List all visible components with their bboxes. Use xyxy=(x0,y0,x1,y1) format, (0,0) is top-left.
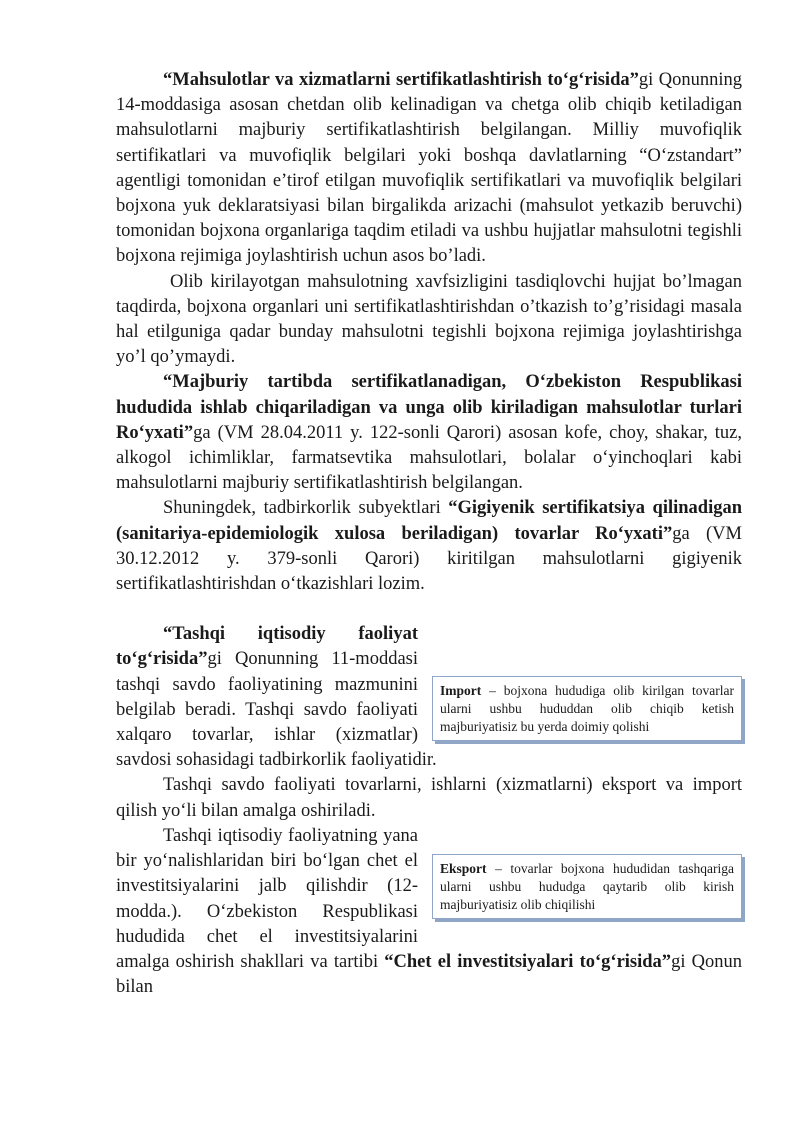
paragraph-text: gi Qonun bilan xyxy=(116,951,742,998)
paragraph-export-import xyxy=(116,773,742,823)
paragraph-text: Shuningdek, tadbirkorlik subyektlari xyxy=(163,498,449,519)
callout-import-definition: – bojxona hududiga olib kirilgan tovarlar ularni ushbu hududdan olib chiqib ketish majburiyatisiz bu yerda doimiy qolishi xyxy=(440,683,734,735)
paragraph-safety-document xyxy=(116,270,742,371)
paragraph-text: Tashqi iqtisodiy faoliyatning yana bir yo‘nalishlaridan biri bo‘lgan chet el investitsiyalarini jalb qilishdir (12-modda.). O‘zbekiston Respublikasi hududida chet el investitsiyalarini amalga oshirish shakllari va tartibi xyxy=(116,825,418,972)
paragraph-text: Tashqi savdo faoliyati tovarlarni, ishlarni (xizmatlarni) eksport va import qilish yo‘li bilan amalga oshiriladi. xyxy=(116,775,742,821)
list-title-hygienic: “Gigiyenik sertifikatsiya qilinadigan (sanitariya-epidemiologik xulosa beriladigan) tovarlar Ro‘yxati” xyxy=(116,498,742,544)
callout-export-term: Eksport xyxy=(440,860,487,876)
law-title-certification: “Mahsulotlar va xizmatlarni sertifikatlashtirish to‘g‘risida” xyxy=(163,70,639,90)
paragraph-hygienic-list xyxy=(116,496,742,597)
callout-export xyxy=(432,854,742,919)
paragraph-text: Olib kirilayotgan mahsulotning xavfsizligini tasdiqlovchi hujjat bo’lmagan taqdirda, bojxona organlari uni sertifikatlashtirishdan o’tkazish to’g’risidagi masala hal etilguniga qadar bunday mahsulotni tegishli bojxona rejimiga joylashtirishga yo’l qo’ymaydi. xyxy=(116,271,742,368)
callout-import xyxy=(432,676,742,741)
paragraph-certification-law xyxy=(116,68,742,270)
callout-export-definition: – tovarlar bojxona hududidan tashqariga ularni ushbu hududga qaytarib olib kirish majburiyatisiz olib chiqilishi xyxy=(440,860,734,912)
paragraph-text: ga (VM 30.12.2012 y. 379-sonli Qarori) kiritilgan mahsulotlarni gigiyenik sertifikatlashtirishdan o‘tkazishlari lozim. xyxy=(116,523,742,595)
investment-section xyxy=(116,824,742,1000)
law-title-foreign-investment: “Chet el investitsiyalari to‘g‘risida” xyxy=(384,951,672,972)
paragraph-text: ga (VM 28.04.2011 y. 122-sonli Qarori) asosan kofe, choy, shakar, tuz, alkogol ichimliklar, farmatsevtika mahsulotlari, bolalar o‘yinchoqlari kabi mahsulotlarni majburiy sertifikatlashtirish belgilangan. xyxy=(116,422,742,494)
paragraph-mandatory-list xyxy=(116,370,742,496)
paragraph-text: gi Qonunning 14-moddasiga asosan chetdan olib kelinadigan va chetga olib chiqib ketiladigan mahsulotlarni majburiy sertifikatlashtirish belgilangan. Milliy muvofiqlik sertifikatlari va muvofiqlik belgilari yoki boshqa davlatlarning “O‘zstandart” agentligi tomonidan e’tirof etilgan muvofiqlik sertifikatlari va muvofiqlik belgilari bojxona yuk deklaratsiyasi bilan birgalikda arizachi (mahsulot yetkazib beruvchi) tomonidan bojxona organlariga taqdim etiladi va ushbu hujjatlar mahsulotni tegishli bojxona rejimiga joylashtirish uchun asos bo’ladi. xyxy=(116,70,742,267)
foreign-trade-section xyxy=(116,622,742,773)
document-page xyxy=(116,68,742,1000)
law-title-foreign-trade: “Tashqi iqtisodiy faoliyat to‘g‘risida” xyxy=(116,624,418,670)
list-title-mandatory: “Majburiy tartibda sertifikatlanadigan, O‘zbekiston Respublikasi hududida ishlab chiqariladigan va unga olib kiriladigan mahsulotlar turlari Ro‘yxati” xyxy=(116,372,742,443)
callout-import-term: Import xyxy=(440,683,482,699)
paragraph-text: gi Qonunning 11-moddasi tashqi savdo faoliyatining mazmunini belgilab beradi. Tashqi savdo faoliyati xalqaro tovarlar, ishlar (xizmatlar) savdosi sohasidagi tadbirkorlik faoliyatidir. xyxy=(116,649,437,771)
